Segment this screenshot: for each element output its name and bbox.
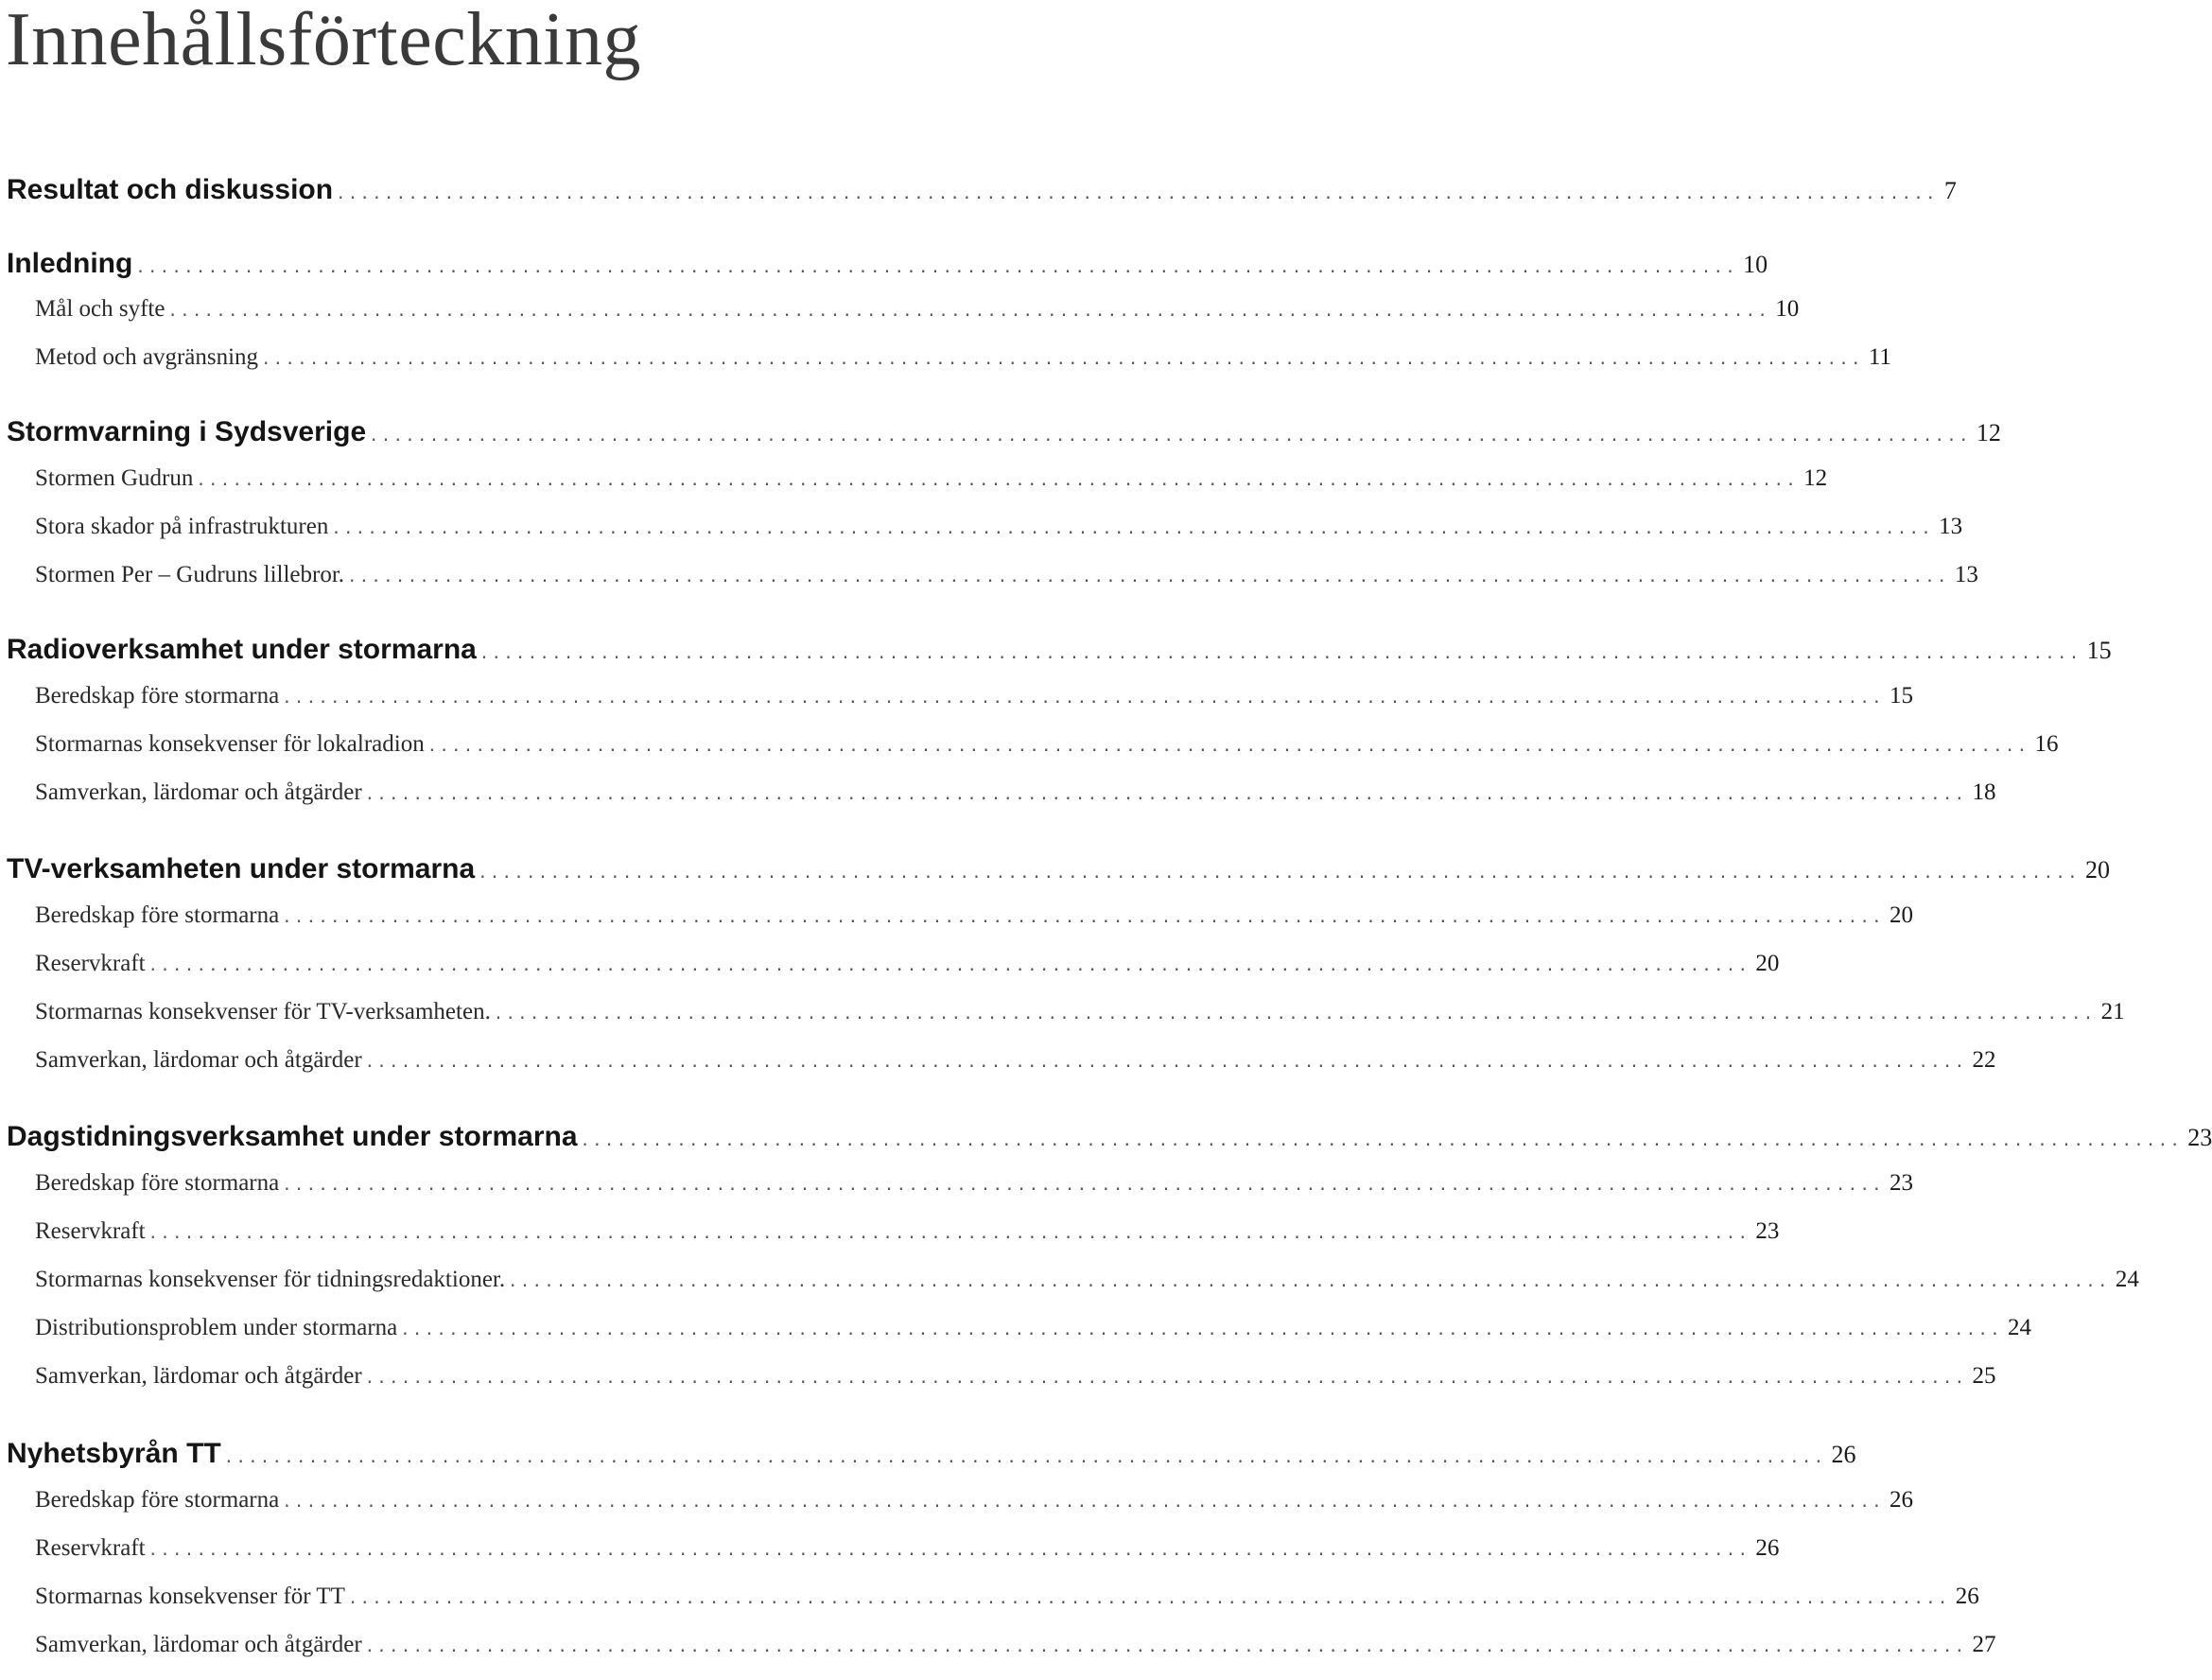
toc-page-number: 23 <box>1755 1218 1780 1244</box>
leader-dots: ..................................................................................................................................... <box>148 1541 1750 1560</box>
leader-dots: ..................................................................................................................................... <box>282 908 1884 927</box>
toc-entry-label: Beredskap före stormarna <box>35 1170 280 1196</box>
toc-page-number: 23 <box>2187 1124 2212 1151</box>
toc-page-number: 20 <box>2084 856 2110 884</box>
toc-subsection-entry <box>0 1363 1996 1407</box>
toc-subsection-entry <box>0 344 1891 388</box>
toc-entry-label: Beredskap före stormarna <box>35 1487 280 1513</box>
toc-page-number: 11 <box>1868 344 1891 370</box>
toc-subsection-entry <box>0 1267 2139 1310</box>
toc-subsection-entry <box>0 1535 1780 1579</box>
toc-entry-label: Reservkraft <box>35 1218 146 1244</box>
toc-page-number: 13 <box>1954 562 1978 587</box>
leader-dots: ..................................................................................................................................... <box>282 689 1884 708</box>
leader-dots: ..................................................................................................................................... <box>135 258 1738 277</box>
toc-subsection-entry <box>0 514 1963 557</box>
toc-subsection-entry <box>0 1487 1913 1531</box>
toc-subsection-entry <box>0 1584 1979 1627</box>
toc-subsection-entry <box>0 902 1913 946</box>
toc-page-number: 15 <box>1889 683 1913 709</box>
toc-entry-label: Samverkan, lärdomar och åtgärder <box>35 1047 362 1073</box>
leader-dots: ..................................................................................................................................... <box>196 471 1799 490</box>
toc-page-number: 16 <box>2034 731 2059 757</box>
toc-entry-label: Beredskap före stormarna <box>35 902 280 928</box>
toc-entry-label: Stormvarning i Sydsverige <box>7 416 367 447</box>
toc-entry-label: Mål och syfte <box>35 296 165 322</box>
page-title: Innehållsförteckning <box>6 0 641 81</box>
toc-section-entry <box>0 416 2001 460</box>
toc-page-number: 24 <box>2115 1267 2139 1292</box>
leader-dots: ..................................................................................................................................... <box>493 1005 2096 1024</box>
leader-dots: ..................................................................................................................................... <box>364 1053 1967 1072</box>
toc-section-entry <box>0 1438 1856 1481</box>
toc-entry-label: Stormen Per – Gudruns lillebror. <box>35 562 345 587</box>
leader-dots: ..................................................................................................................................... <box>364 1369 1967 1388</box>
leader-dots: ..................................................................................................................................... <box>364 1637 1967 1656</box>
toc-page-number: 26 <box>1889 1487 1913 1513</box>
toc-entry-label: Stormarnas konsekvenser för lokalradion <box>35 731 425 757</box>
leader-dots: ..................................................................................................................................... <box>167 302 1770 321</box>
toc-page-number: 15 <box>2086 637 2112 664</box>
toc-entry-label: Stormarnas konsekvenser för TT <box>35 1584 345 1609</box>
toc-entry-label: Stormarnas konsekvenser för tidningsredaktioner. <box>35 1267 506 1292</box>
toc-entry-label: Stora skador på infrastrukturen <box>35 514 329 539</box>
leader-dots: ..................................................................................................................................... <box>282 1493 1884 1512</box>
leader-dots: ..................................................................................................................................... <box>347 568 1949 586</box>
toc-entry-label: TV-verksamheten under stormarna <box>7 853 476 884</box>
leader-dots: ..................................................................................................................................... <box>347 1589 1950 1608</box>
toc-entry-label: Nyhetsbyrån TT <box>7 1438 221 1469</box>
toc-entry-label: Resultat och diskussion <box>7 174 334 205</box>
toc-page-number: 25 <box>1972 1363 1996 1389</box>
toc-entry-label: Radioverksamhet under stormarna <box>7 634 477 665</box>
toc-page-number: 12 <box>1803 465 1828 491</box>
toc-subsection-entry <box>0 951 1780 994</box>
toc-subsection-entry <box>0 731 2059 775</box>
leader-dots: ..................................................................................................................................... <box>427 737 2029 756</box>
toc-page-number: 10 <box>1743 251 1768 278</box>
toc-subsection-entry <box>0 465 1828 509</box>
leader-dots: ..................................................................................................................................... <box>336 184 1938 203</box>
toc-section-entry <box>0 853 2110 897</box>
toc-page-number: 26 <box>1955 1584 1979 1609</box>
toc-section-entry <box>0 1121 2212 1164</box>
toc-entry-label: Samverkan, lärdomar och åtgärder <box>35 1363 362 1389</box>
toc-page-number: 10 <box>1775 296 1800 322</box>
toc-subsection-entry <box>0 1218 1780 1262</box>
leader-dots: ..................................................................................................................................... <box>478 864 2080 883</box>
toc-entry-label: Reservkraft <box>35 951 146 976</box>
toc-page-number: 12 <box>1976 419 2001 446</box>
toc-page-number: 26 <box>1831 1441 1856 1468</box>
toc-page-number: 13 <box>1939 514 1963 539</box>
toc-page-number: 20 <box>1889 902 1913 928</box>
toc-entry-label: Distributionsproblem under stormarna <box>35 1315 398 1340</box>
toc-subsection-entry <box>0 779 1996 823</box>
leader-dots: ..................................................................................................................................... <box>479 644 2081 663</box>
toc-entry-label: Samverkan, lärdomar och åtgärder <box>35 779 362 805</box>
leader-dots: ..................................................................................................................................... <box>148 956 1750 975</box>
toc-page-number: 24 <box>2008 1315 2032 1340</box>
toc-page-number: 20 <box>1755 951 1780 976</box>
toc-page-number: 7 <box>1943 177 1957 204</box>
toc-page-number: 18 <box>1972 779 1996 805</box>
toc-entry-label: Stormarnas konsekvenser för TV-verksamheten. <box>35 999 491 1024</box>
toc-entry-label: Inledning <box>7 248 133 279</box>
leader-dots: ..................................................................................................................................... <box>331 519 1934 538</box>
leader-dots: ..................................................................................................................................... <box>508 1272 2110 1291</box>
toc-page-number: 27 <box>1972 1632 1996 1657</box>
toc-entry-label: Beredskap före stormarna <box>35 683 280 709</box>
leader-dots: ..................................................................................................................................... <box>223 1448 1826 1467</box>
toc-entry-label: Reservkraft <box>35 1535 146 1561</box>
toc-subsection-entry <box>0 999 2125 1042</box>
toc-page-number: 23 <box>1889 1170 1913 1196</box>
leader-dots: ..................................................................................................................................... <box>261 350 1863 369</box>
leader-dots: ..................................................................................................................................... <box>282 1176 1884 1195</box>
toc-subsection-entry <box>0 296 1800 340</box>
toc-entry-label: Stormen Gudrun <box>35 465 194 491</box>
toc-section-entry <box>0 174 1957 218</box>
toc-subsection-entry <box>0 1632 1996 1675</box>
toc-entry-label: Metod och avgränsning <box>35 344 259 370</box>
toc-page-number: 22 <box>1972 1047 1996 1073</box>
toc-page-number: 26 <box>1755 1535 1780 1561</box>
toc-subsection-entry <box>0 562 1978 605</box>
toc-subsection-entry <box>0 1315 2032 1358</box>
toc-subsection-entry <box>0 683 1913 726</box>
leader-dots: ..................................................................................................................................... <box>369 427 1971 446</box>
toc-entry-label: Dagstidningsverksamhet under stormarna <box>7 1121 578 1152</box>
leader-dots: ..................................................................................................................................... <box>580 1131 2183 1150</box>
leader-dots: ..................................................................................................................................... <box>148 1224 1750 1243</box>
toc-section-entry <box>0 248 1768 291</box>
toc-section-entry <box>0 634 2112 677</box>
toc-subsection-entry <box>0 1047 1996 1091</box>
toc-entry-label: Samverkan, lärdomar och åtgärder <box>35 1632 362 1657</box>
toc-subsection-entry <box>0 1170 1913 1214</box>
leader-dots: ..................................................................................................................................... <box>364 785 1967 804</box>
leader-dots: ..................................................................................................................................... <box>400 1321 2003 1339</box>
toc-page-number: 21 <box>2100 999 2125 1024</box>
